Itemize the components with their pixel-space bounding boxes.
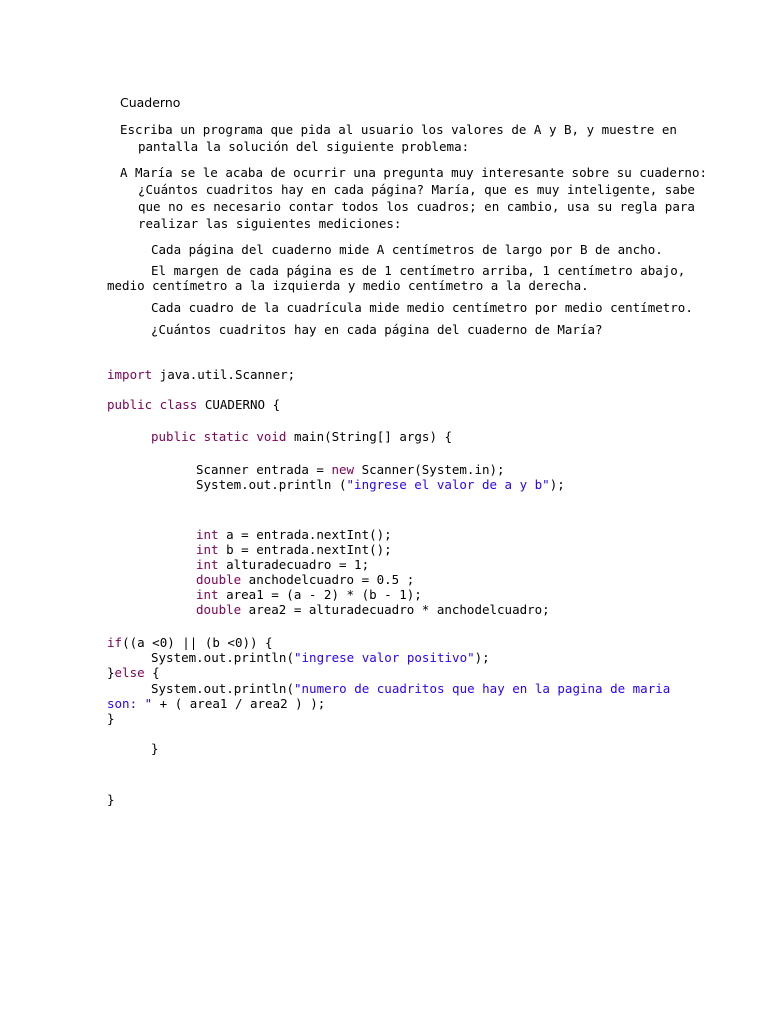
code-text: anchodelcuadro = 0.5 ; (241, 572, 415, 587)
question: ¿Cuántos cuadritos hay en cada página del cuaderno de María? (151, 322, 603, 337)
code-println-3 (151, 681, 670, 696)
measure-2-line-1: El margen de cada página es de 1 centímetro arriba, 1 centímetro abajo, (151, 263, 686, 278)
string-literal: "ingrese el valor de a y b" (346, 477, 550, 492)
code-println-2 (151, 650, 490, 665)
code-text: b = entrada.nextInt(); (218, 542, 392, 557)
string-literal: "ingrese valor positivo" (294, 650, 475, 665)
code-text: { (144, 665, 160, 680)
code-println-3-cont (107, 696, 325, 711)
keyword: int (196, 587, 219, 602)
code-decl-a (196, 527, 392, 542)
code-text: ); (474, 650, 490, 665)
code-decl-b (196, 542, 392, 557)
code-class-decl (107, 397, 280, 412)
code-text: CUADERNO { (197, 397, 281, 412)
string-literal: "numero de cuadritos que hay en la pagina de maria (294, 681, 671, 696)
keyword: double (196, 572, 242, 587)
keyword: if (107, 635, 123, 650)
code-main-decl (151, 429, 452, 444)
intro-line-1: Escriba un programa que pida al usuario los valores de A y B, y muestre en (120, 122, 677, 137)
code-close-if: } (107, 711, 115, 726)
code-text: System.out.println( (151, 650, 294, 665)
measure-1: Cada página del cuaderno mide A centímetros de largo por B de ancho. (151, 242, 663, 257)
code-decl-ancho (196, 572, 414, 587)
code-text: area2 = alturadecuadro * anchodelcuadro; (241, 602, 550, 617)
story-line-3: que no es necesario contar todos los cuadros; en cambio, usa su regla para (138, 199, 695, 214)
code-text: Scanner(System.in); (354, 462, 505, 477)
keyword: int (196, 542, 219, 557)
code-println-1 (196, 477, 565, 492)
document-title: Cuaderno (120, 95, 181, 110)
measure-3: Cada cuadro de la cuadrícula mide medio centímetro por medio centímetro. (151, 300, 693, 315)
code-scanner (196, 462, 505, 477)
keyword: int (196, 527, 219, 542)
code-text: java.util.Scanner; (152, 367, 296, 382)
code-text: main(String[] args) { (286, 429, 453, 444)
intro-line-2: pantalla la solución del siguiente problema: (138, 139, 470, 154)
keyword: int (196, 557, 219, 572)
keyword: public static void (151, 429, 287, 444)
code-decl-area1 (196, 587, 422, 602)
code-else (107, 665, 160, 680)
keyword: import (107, 367, 153, 382)
code-close-class: } (107, 792, 115, 807)
keyword: new (331, 462, 355, 477)
code-text: + ( area1 / area2 ) ); (152, 696, 326, 711)
code-decl-area2 (196, 602, 550, 617)
measure-2-line-2: medio centímetro a la izquierda y medio centímetro a la derecha. (107, 278, 589, 293)
code-text: ((a <0) || (b <0)) { (122, 635, 273, 650)
code-decl-altura (196, 557, 369, 572)
string-literal: son: " (107, 696, 153, 711)
code-text: ); (549, 477, 565, 492)
code-text: alturadecuadro = 1; (218, 557, 370, 572)
story-line-1: A María se le acaba de ocurrir una pregunta muy interesante sobre su cuaderno: (120, 165, 707, 180)
keyword: public class (107, 397, 198, 412)
keyword: double (196, 602, 242, 617)
story-line-2: ¿Cuántos cuadritos hay en cada página? María, que es muy inteligente, sabe (138, 182, 695, 197)
story-line-4: realizar las siguientes mediciones: (138, 216, 402, 231)
code-text: area1 = (a - 2) * (b - 1); (218, 587, 422, 602)
keyword: else (114, 665, 145, 680)
code-text: Scanner entrada = (196, 462, 332, 477)
code-close-main: } (151, 741, 159, 756)
code-text: System.out.println ( (196, 477, 347, 492)
code-if (107, 635, 273, 650)
code-text: a = entrada.nextInt(); (218, 527, 392, 542)
code-text: System.out.println( (151, 681, 294, 696)
code-text: } (107, 665, 115, 680)
code-import (107, 367, 295, 382)
